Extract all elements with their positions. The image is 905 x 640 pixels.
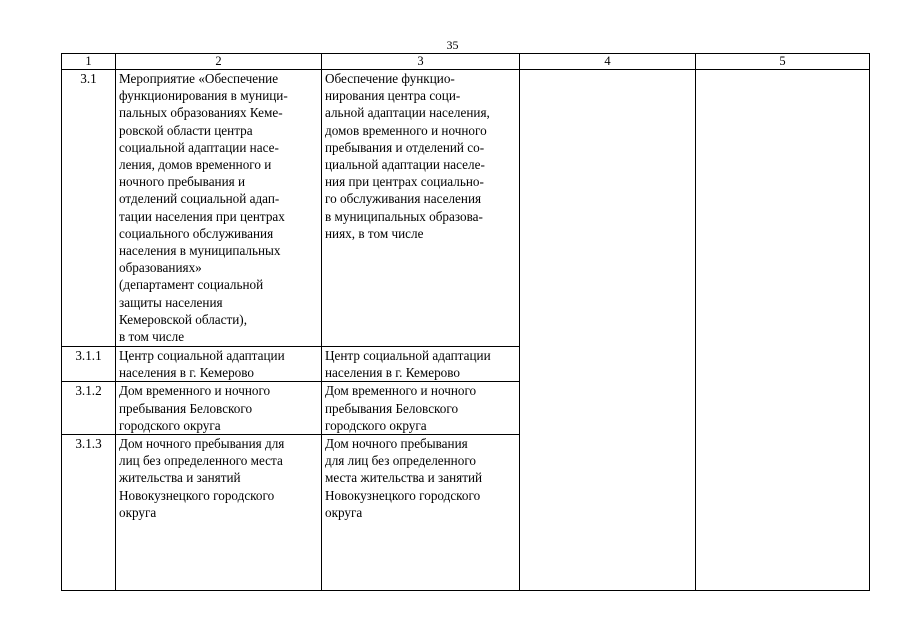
event-description: Мероприятие «Обеспечение функционирования в муници- пальных образованиях Кеме- ровской области центра социальной адаптации насе- ления, домов временного и ночного пребывания и отделений социальной адап- тации населения при центрах социального обслуживания населения в муниципальных образованиях» (департамент социальной защиты населения Кемеровской области), в том числе (116, 70, 322, 347)
header-cell-5: 5 (696, 54, 870, 70)
program-table (61, 53, 870, 591)
col-5-cell (696, 70, 870, 591)
header-row (62, 54, 870, 70)
event-purpose: Центр социальной адаптации населения в г. Кемерово (322, 347, 520, 382)
header-cell-3: 3 (322, 54, 520, 70)
event-purpose: Обеспечение функцио- нирования центра соци- альной адаптации населения, домов временного и ночного пребывания и отделений со- циальной адаптации населе- ния при центрах социально- го обслуживания населения в муниципальных образова- ниях, в том числе (322, 70, 520, 347)
page-number: 35 (446, 38, 459, 52)
table-row-3-1 (62, 70, 870, 347)
col-4-cell (520, 70, 696, 591)
event-purpose: Дом ночного пребывания для лиц без определенного места жительства и занятий Новокузнецкого городского округа (322, 435, 520, 591)
row-number: 3.1.1 (62, 347, 116, 382)
event-description: Центр социальной адаптации населения в г. Кемерово (116, 347, 322, 382)
header-cell-4: 4 (520, 54, 696, 70)
event-purpose: Дом временного и ночного пребывания Беловского городского округа (322, 382, 520, 435)
event-description: Дом временного и ночного пребывания Беловского городского округа (116, 382, 322, 435)
header-cell-1: 1 (62, 54, 116, 70)
event-description: Дом ночного пребывания для лиц без определенного места жительства и занятий Новокузнецкого городского округа (116, 435, 322, 591)
row-number: 3.1 (62, 70, 116, 347)
row-number: 3.1.3 (62, 435, 116, 591)
row-number: 3.1.2 (62, 382, 116, 435)
header-cell-2: 2 (116, 54, 322, 70)
